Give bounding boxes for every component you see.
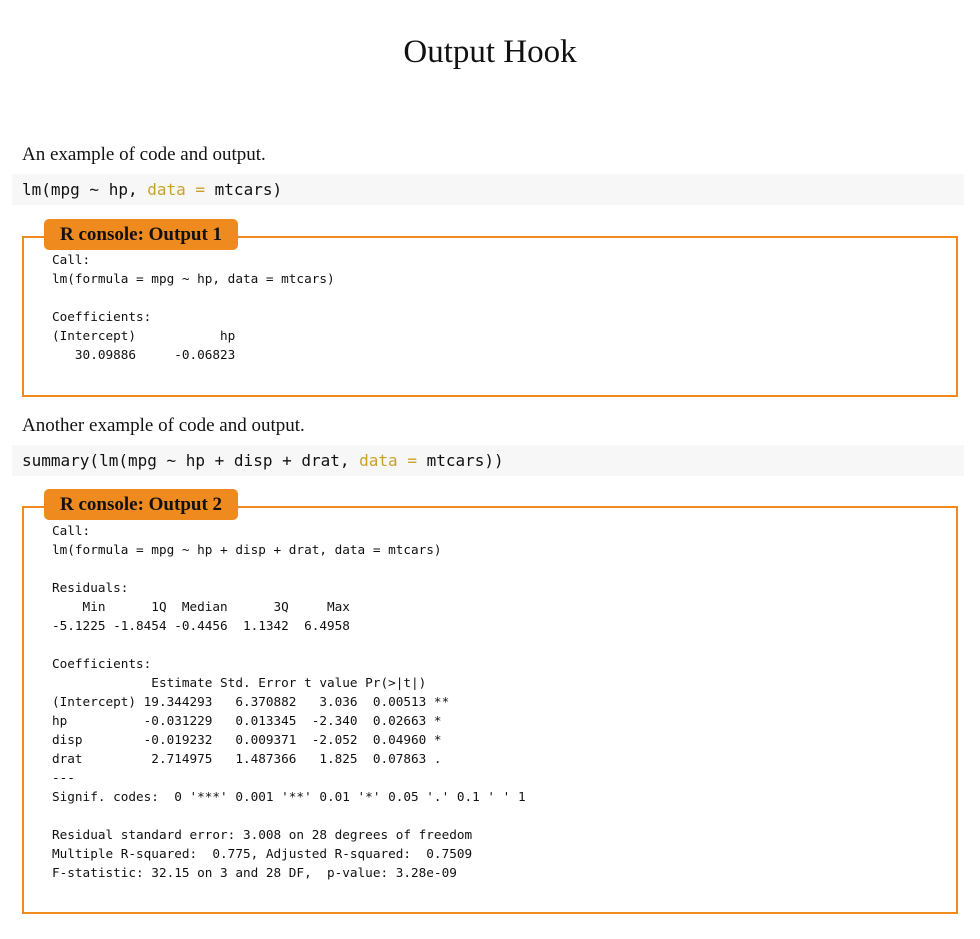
console-output-2: Call: lm(formula = mpg ~ hp + disp + drat, data = mtcars) Residuals: Min 1Q Median 3Q Max -5.1225 -1.8454 -0.4456 1.1342 6.4958 Coefficients: Estimate Std. Error t value Pr(>|t|) (Intercept) 19.344293 6.370882 3.036 0.00513 ** hp -0.031229 0.013345 -2.340 0.02663 * disp -0.019232 0.009371 -2.052 0.04960 * drat 2.714975 1.487366 1.825 0.07863 . --- Signif. codes: 0 '***' 0.001 '**' 0.01 '*' 0.05 '.' 0.1 ' ' 1 Residual standard error: 3.008 on 28 degrees of freedom Multiple R-squared: 0.775, Adjusted R-squared: 0.7509 F-statistic: 32.15 on 3 and 28 DF, p-value: 3.28e-09 (52, 523, 526, 880)
code-chunk-1[interactable] (12, 174, 964, 205)
page-title: Output Hook (403, 34, 577, 70)
console-output-1: Call: lm(formula = mpg ~ hp, data = mtcars) Coefficients: (Intercept) hp 30.09886 -0.06823 (52, 252, 335, 362)
code-text: mtcars)) (416, 451, 504, 470)
code-text: mtcars) (205, 180, 283, 199)
code-text: lm(mpg ~ hp, (22, 180, 148, 199)
intro-paragraph-1: An example of code and output. (22, 144, 266, 165)
code-argument: data = (147, 180, 206, 199)
code-chunk-2[interactable] (12, 445, 964, 476)
console-badge-1: R console: Output 1 (44, 219, 238, 250)
code-argument: data = (359, 451, 417, 470)
code-text: summary(lm(mpg ~ hp + disp + drat, (22, 451, 360, 470)
console-badge-2: R console: Output 2 (44, 489, 238, 520)
intro-paragraph-2: Another example of code and output. (22, 415, 305, 436)
